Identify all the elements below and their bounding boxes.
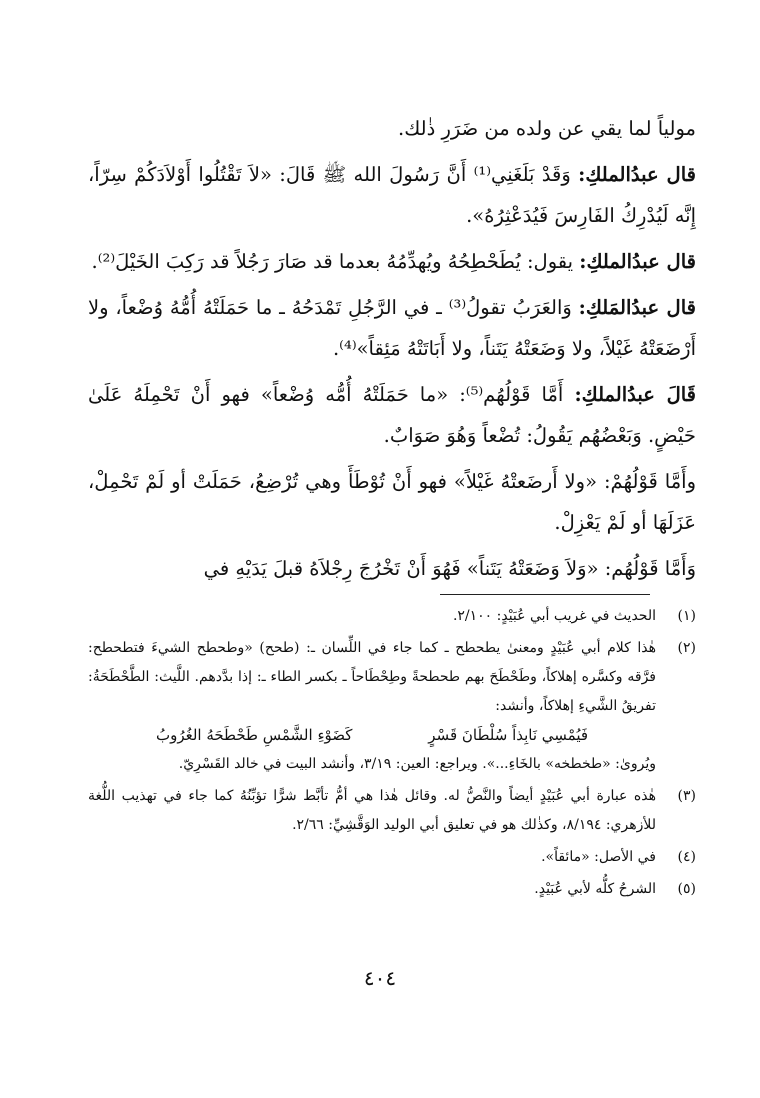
footnote-body (88, 875, 656, 904)
paragraph-text: وَأَمَّا قَوْلُهُم: «وَلاَ وَضَعَتْهُ يَتَناً» فَهُوَ أَنْ تَخْرُجَ رِجْلاَهُ قبلَ يَدَيْهِ في (203, 557, 696, 580)
footnote-number: (٥) (677, 881, 696, 897)
footnote-number: (١) (677, 608, 696, 624)
page-number: ٤٠٤ (363, 966, 397, 990)
footnote-text: الحديث في غريب أبي عُبَيْدٍ: ٢/١٠٠. (452, 608, 656, 624)
speaker-label: قال عبدُالملكِ: (578, 163, 696, 186)
footnote-text: هٰذا كلام أبي عُبَيْدٍ ومعنىٰ يطحطح ـ كما جاء في اللِّسان ـ: (طحح) «وطحطح الشيءَ فتطحطح: فرَّقه وكسَّره إهلاكاً، وطَحْطَحَ بهم طحطحةً وطِحْطَاحاً ـ بكسر الطاء ـ: إذا بدَّدهم. اللَّيث: الطَّحْطَحَةُ: تفريقُ الشَّيءِ إهلاكاً، وأنشد: (88, 640, 656, 714)
footnote-divider (440, 594, 650, 595)
paragraph (88, 287, 696, 369)
footnote-text: الشرحُ كلُّه لأبي عُبَيْدٍ. (534, 881, 656, 897)
paragraph-text: وأَمَّا قَوْلُهُمْ: «ولا أَرضَعتْهُ غَيْلاً» فهو أَنْ تُوْطَأَ وهي تُرْضِعُ، حَمَلَتْ أو لَمْ تَحْمِلْ، عَزَلَهَا أو لَمْ يَعْزِلْ. (88, 470, 696, 534)
paragraph (88, 241, 696, 282)
speaker-label: قال عبدُالملكِ: (579, 250, 696, 273)
footnote-number: (٢) (677, 640, 696, 656)
footnote (88, 782, 696, 840)
poem-verse (88, 721, 656, 750)
verse-first-hemistich: فَيُمْسِي نَابِذاً سُلْطَانَ قَسْرٍ (428, 726, 589, 744)
footnote (88, 602, 696, 631)
footnote (88, 875, 696, 904)
footnote (88, 843, 696, 872)
footnotes (88, 602, 696, 907)
paragraph (88, 154, 696, 236)
paragraph-text: أَمَّا قَوْلُهُم⁽⁵⁾: «ما حَمَلَتْهُ أُمُّه وُضْعاً» فهو أَنْ تَحْمِلَهُ عَلَىٰ حَيْضٍ. وَبَعْضُهُم يَقُولُ: تُضْعاً وَهُوَ صَوَابٌ. (88, 383, 696, 447)
footnote-number: (٣) (677, 788, 696, 804)
footnote-number: (٤) (677, 849, 696, 865)
speaker-label: قال عبدُالمَلكِ: (578, 296, 696, 319)
footnote-body (88, 843, 656, 872)
footnote-body (88, 602, 656, 631)
footnote-text: هٰذه عبارة أبي عُبَيْدٍ أيضاً والنَّصُّ له. وقائل هٰذا هي أمُّ تأبَّط شرًّا تؤبِّنُهُ كما جاء في تهذيب اللُّغة للأزهري: ٨/١٩٤، وكذٰلك هو في تعليق أبي الوليد الوَقَّشِيِّ: ٢/٦٦. (88, 788, 656, 833)
main-text (88, 108, 696, 594)
speaker-label: قَالَ عبدُالملكِ: (574, 383, 696, 406)
verse-second-hemistich: كَضَوْءِ الشَّمْسِ طَحْطَحَهُ الغُرُوبُ (155, 726, 353, 744)
paragraph (88, 548, 696, 589)
footnote-body (88, 634, 656, 779)
footnote (88, 634, 696, 779)
footnote-body (88, 782, 656, 840)
footnote-text: في الأصل: «مائقاً». (541, 849, 656, 865)
paragraph (88, 461, 696, 543)
paragraph (88, 374, 696, 456)
paragraph-text: يقول: يُطَحْطِحُهُ ويُهدِّمُهُ بعدما قد صَارَ رَجُلاً قد رَكِبَ الخَيْلَ⁽²⁾. (91, 250, 574, 273)
paragraph (88, 108, 696, 149)
paragraph-text: وَالعَرَبُ تقولُ⁽³⁾ ـ في الرَّجُلِ تَمْدَحُهُ ـ ما حَمَلَتْهُ أُمُّهُ وُضْعاً، ولا أَرْضَعَتْهُ غَيْلاً، ولا وَضَعَتْهُ يَتَناً، ولا أَبَاتَتْهُ مَئِقاً»⁽⁴⁾. (88, 296, 696, 360)
footnote-text: ويُروىٰ: «طخطخه» بالخَاءِ...». ويراجع: العين: ٣/١٩، وأنشد البيت في خالد القَسْرِيّ. (178, 756, 656, 772)
paragraph-text: وَقَدْ بَلَغَنِي⁽¹⁾ أَنَّ رَسُولَ الله ﷺ قَالَ: «لاَ تَقْتُلُوا أَوْلاَدَكُمْ سِرّاً، إِنَّه لَيُدْرِكُ الفَارِسَ فَيُدَعْثِرُهُ». (88, 163, 696, 227)
paragraph-text: مولياً لما يقي عن ولده من ضَرَرِ ذٰلك. (398, 117, 696, 140)
